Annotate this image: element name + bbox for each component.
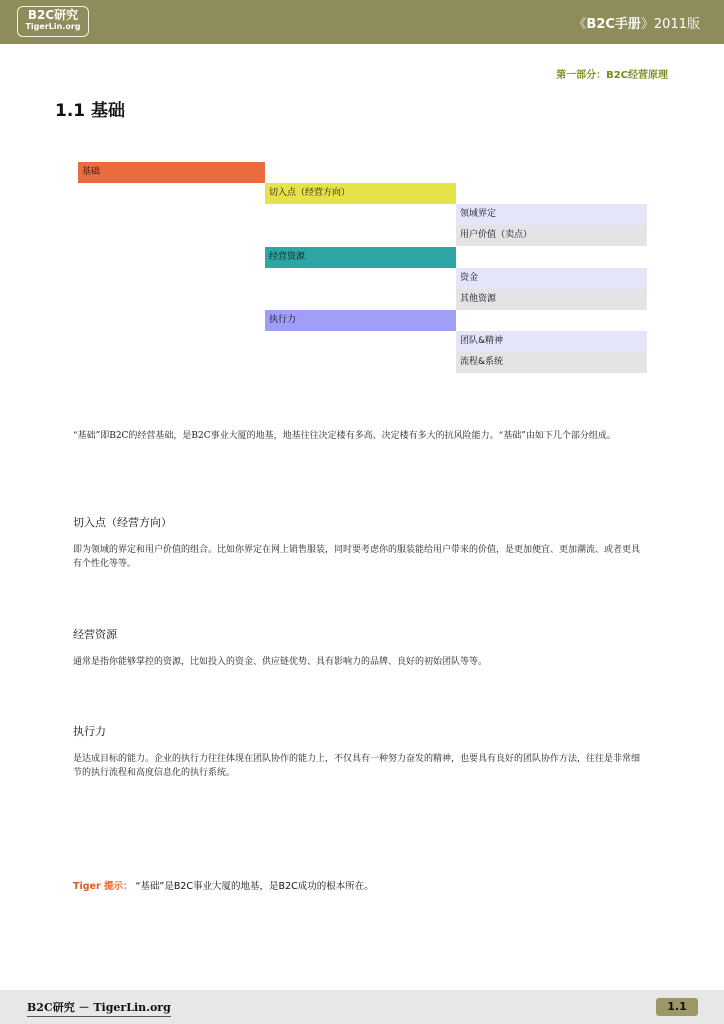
- tip-text: “基础”是B2C事业大厦的地基，是B2C成功的根本所在。: [135, 881, 374, 892]
- footer-site-link[interactable]: B2C研究 － TigerLin.org: [27, 999, 171, 1017]
- book-title-prefix: 《: [573, 17, 587, 32]
- page-title: 1.1 基础: [55, 101, 126, 121]
- diagram-leaf-team: 团队&精神: [456, 331, 647, 352]
- logo-url: TigerLin.org: [25, 22, 81, 31]
- diagram-root: 基础: [78, 162, 265, 183]
- diagram-leaf-other-resources: 其他资源: [456, 289, 647, 310]
- page-number-badge: 1.1: [656, 998, 698, 1016]
- diagram-branch-execution: 执行力: [265, 310, 456, 331]
- diagram-leaf-domain: 领域界定: [456, 204, 647, 225]
- diagram-branch-entry-point: 切入点（经营方向）: [265, 183, 456, 204]
- diagram-leaf-user-value: 用户价值（卖点）: [456, 225, 647, 246]
- book-title-bold: B2C手册: [586, 17, 641, 32]
- section-text-entry-point: 即为领域的界定和用户价值的组合。比如你界定在网上销售服装，同时要考虑你的服装能给用户带来的价值，是更加便宜、更加潮流、或者更具有个性化等等。: [73, 545, 641, 569]
- section-heading-resources: 经营资源: [73, 628, 117, 641]
- header-bar: [0, 0, 724, 44]
- logo-title: B2C研究: [27, 8, 79, 22]
- diagram-branch-resources: 经营资源: [265, 247, 456, 268]
- section-label: 第一部分：B2C经营原理: [556, 70, 668, 81]
- book-title: [573, 13, 700, 32]
- intro-paragraph: “基础”即B2C的经营基础，是B2C事业大厦的地基，地基往往决定楼有多高、决定楼有多大的抗风险能力。“基础”由如下几个部分组成。: [73, 431, 616, 441]
- diagram-leaf-capital: 资金: [456, 268, 647, 289]
- tip-label: Tiger 提示：: [73, 881, 133, 892]
- logo: [17, 6, 89, 37]
- section-heading-entry-point: 切入点（经营方向）: [73, 516, 172, 529]
- section-text-resources: 通常是指你能够掌控的资源，比如投入的资金、供应链优势、具有影响力的品牌、良好的初始团队等等。: [73, 657, 488, 667]
- book-title-suffix: 》2011版: [640, 17, 700, 32]
- section-text-execution: 是达成目标的能力。企业的执行力往往体现在团队协作的能力上，不仅具有一种努力奋发的精神，也要具有良好的团队协作方法，往往是非常细节的执行流程和高度信息化的执行系统。: [73, 754, 641, 778]
- tiger-tip: [73, 878, 374, 892]
- diagram-leaf-process: 流程&系统: [456, 352, 647, 373]
- section-heading-execution: 执行力: [73, 725, 106, 738]
